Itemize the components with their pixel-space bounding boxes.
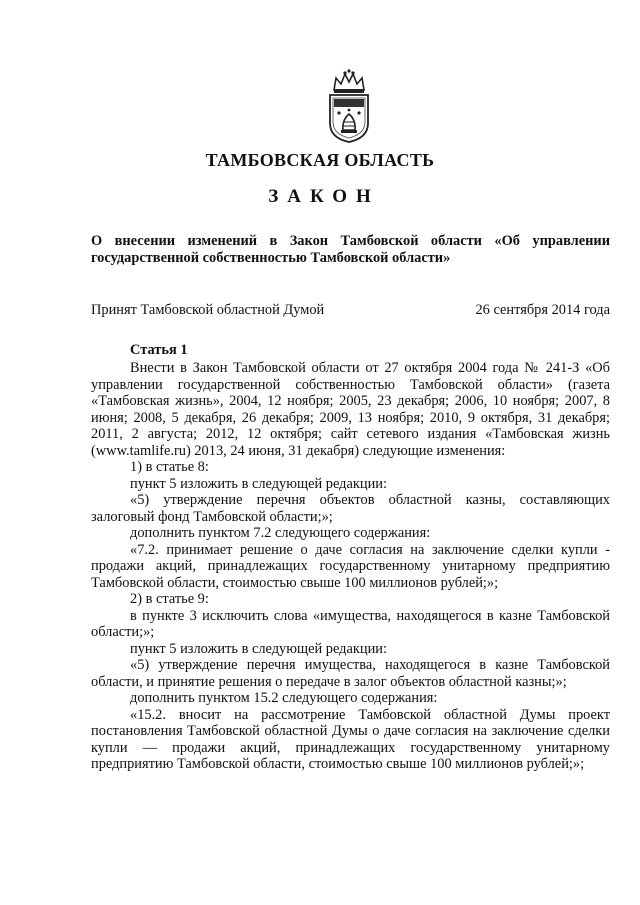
article-paragraph: «15.2. вносит на рассмотрение Тамбовской областной Думы проект постановления Тамбовской областной Думы о даче согласия на заключение сделки купли — продажи акций, принадлежащих государственному унитарному предприятию Тамбовской области, стоимостью свыше 100 миллионов рублей;»; — [91, 706, 610, 772]
adopting-body: Принят Тамбовской областной Думой — [91, 302, 325, 318]
document-type-heading: ЗАКОН — [268, 186, 380, 207]
article-paragraph: «5) утверждение перечня объектов областной казны, составляющих залоговый фонд Тамбовской области;»; — [91, 492, 610, 525]
article-paragraph: 1) в статье 8: — [130, 459, 209, 475]
article-paragraph: «5) утверждение перечня имущества, находящегося в казне Тамбовской области, и принятие решения о передаче в залог объектов областной казны;»; — [91, 657, 610, 690]
article-paragraph: Внести в Закон Тамбовской области от 27 октября 2004 года № 241-З «Об управлении государственной собственностью Тамбовской области» (газета «Тамбовская жизнь», 2004, 12 ноября; 2005, 23 декабря; 2006, 10 ноября; 2007, 8 июня; 2008, 5 декабря, 26 декабря; 2009, 13 ноября; 2010, 9 октября, 31 декабря; 2011, 2 августа; 2012, 12 октября; сайт сетевого издания «Тамбовская жизнь (www.tamlife.ru) 2013, 24 июня, 31 декабря) следующие изменения: — [91, 360, 610, 459]
coat-of-arms-emblem — [326, 68, 372, 144]
article-paragraph: пункт 5 изложить в следующей редакции: — [130, 475, 387, 492]
article-title: Статья 1 — [130, 342, 188, 358]
article-paragraph: «7.2. принимает решение о даче согласия на заключение сделки купли - продажи акций, принадлежащих государственному унитарному предприятию Тамбовской области, стоимостью свыше 100 миллионов рублей;»; — [91, 541, 610, 591]
article-paragraph: 2) в статье 9: — [130, 591, 209, 607]
article-paragraph: пункт 5 изложить в следующей редакции: — [130, 640, 387, 657]
law-title: О внесении изменений в Закон Тамбовской области «Об управлении государственной собственностью Тамбовской области» — [91, 233, 610, 266]
article-body — [91, 360, 610, 773]
article-paragraph: дополнить пунктом 7.2 следующего содержания: — [130, 525, 431, 541]
article-paragraph: в пункте 3 исключить слова «имущества, находящегося в казне Тамбовской области;»; — [91, 607, 610, 640]
article-paragraph: дополнить пунктом 15.2 следующего содержания: — [130, 690, 438, 706]
region-heading: ТАМБОВСКАЯ ОБЛАСТЬ — [205, 150, 435, 170]
adoption-line — [91, 302, 610, 319]
adoption-date: 26 сентября 2014 года — [475, 302, 610, 318]
